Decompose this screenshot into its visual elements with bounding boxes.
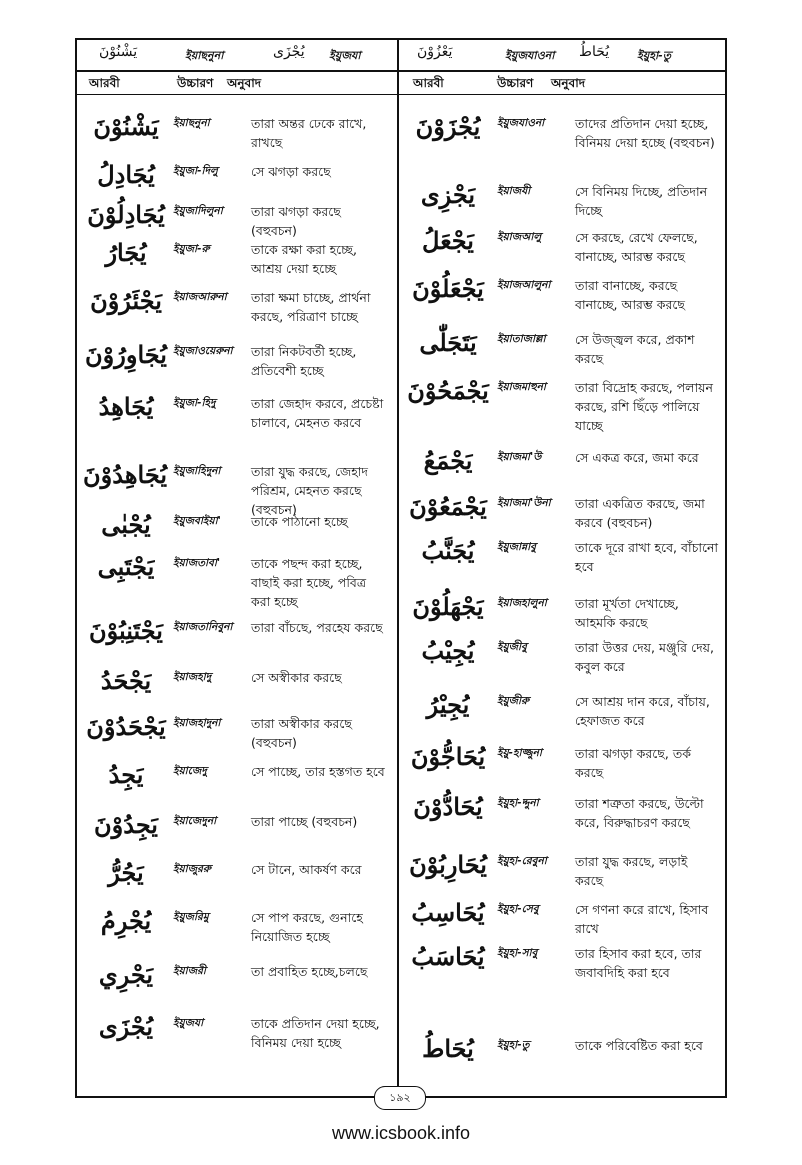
meaning: সে পাচ্ছে, তার হস্তগত হবে (251, 764, 385, 779)
pronunciation: ইয়ুজা-দিলু (173, 165, 218, 177)
meaning: তারা ঝগড়া করছে, তর্ক করছে (575, 746, 691, 780)
meaning: সে উজ্জ্বল করে, প্রকাশ করছে (575, 332, 695, 366)
arabic-word: يُجِيْبُ (421, 636, 475, 665)
arabic-word: يُجِيْرُ (426, 690, 470, 719)
arabic-word: يُجْزَوْنَ (415, 112, 481, 141)
arabic-word: يَجْحَدُ (100, 666, 152, 695)
arabic-word: يُحَاجُّوْنَ (410, 742, 486, 771)
meaning: তারা ক্ষমা চাচ্ছে, প্রার্থনা করছে, পরিত্রাণ চাচ্ছে (251, 290, 371, 324)
pronunciation: ইয়ু-হাজ্জুনা (497, 747, 542, 759)
col-header-arabic-left: আরবী (89, 76, 120, 90)
header-translit-right-1: ইয়ুজযাওনা (505, 49, 555, 62)
meaning: তারা শত্রুতা করছে, উল্টো করে, বিরুদ্ধাচরণ করছে (575, 796, 704, 830)
meaning: সে গণনা করে রাখে, হিসাব রাখে (575, 902, 709, 936)
arabic-word: يُحَاطُ (422, 1034, 474, 1063)
page-number: ১৯২ (374, 1086, 426, 1110)
meaning: তাকে পাঠানো হচ্ছে (251, 514, 348, 529)
meaning: তারা উত্তর দেয়, মঞ্জুরি দেয়, কবুল করে (575, 640, 714, 674)
meaning: সে অস্বীকার করছে (251, 670, 342, 685)
running-header (77, 40, 725, 72)
arabic-word: يَتَجَلّٰى (419, 328, 477, 357)
arabic-word: يُحَاسِبُ (411, 898, 485, 927)
meaning: তারা বানাচ্ছে, করছে বানাচ্ছে, আরম্ভ করছে (575, 278, 686, 312)
pronunciation: ইয়াছনুনা (173, 117, 210, 129)
pronunciation: ইয়াজেদুনা (173, 815, 217, 827)
arabic-word: يُجَاوِرُوْنَ (85, 340, 167, 369)
pronunciation: ইয়ুজযাওনা (497, 117, 545, 129)
col-header-pronunciation-right: উচ্চারণ (497, 76, 534, 90)
pronunciation: ইয়াতাজাল্লা (497, 333, 546, 345)
arabic-word: يَجْمَحُوْنَ (407, 376, 489, 405)
arabic-word: يَجُرُّ (108, 858, 144, 887)
pronunciation: ইয়াজআলুনা (497, 279, 551, 291)
pronunciation: ইয়াজেদু (173, 765, 207, 777)
pronunciation: ইয়ুজাদিলুনা (173, 205, 223, 217)
pronunciation: ইয়াজতাবা' (173, 557, 221, 569)
pronunciation: ইয়ুজযা (173, 1017, 204, 1029)
dictionary-page (75, 38, 727, 1104)
pronunciation: ইয়ুজীবু (497, 641, 527, 653)
pronunciation: ইয়াজতানিবুনা (173, 621, 233, 633)
arabic-word: يُجَاهِدُ (98, 392, 154, 421)
meaning: তারা বাঁচছে, পরহেয করছে (251, 620, 383, 635)
pronunciation: ইয়ুহা-সেবু (497, 903, 539, 915)
arabic-word: يُجَادِلُ (97, 160, 155, 189)
meaning: তারা পাচ্ছে (বহুবচন) (251, 814, 358, 829)
arabic-word: يَجْمَعُوْنَ (409, 492, 487, 521)
arabic-word: يَجْهَلُوْنَ (412, 592, 484, 621)
header-translit-left-1: ইয়াছনুনা (185, 49, 224, 62)
meaning: তাকে পছন্দ করা হচ্ছে, বাছাই করা হচ্ছে, পবিত্র করা হচ্ছে (251, 556, 367, 609)
meaning: তা প্রবাহিত হচ্ছে,চলছে (251, 964, 368, 979)
arabic-word: يَجِدُوْنَ (94, 810, 158, 839)
arabic-word: يُحَاسَبُ (411, 942, 485, 971)
arabic-word: يَجْعَلُوْنَ (412, 274, 484, 303)
pronunciation: ইয়াজহাদুনা (173, 717, 221, 729)
meaning: তারা ঝগড়া করছে (বহুবচন) (251, 204, 341, 238)
meaning: তাকে দূরে রাখা হবে, বাঁচানো হবে (575, 540, 719, 574)
arabic-word: يُجْبٰى (101, 510, 151, 539)
meaning: সে বিনিময় দিচ্ছে, প্রতিদান দিচ্ছে (575, 184, 708, 218)
meaning: সে টানে, আকর্ষণ করে (251, 862, 362, 877)
header-arabic-right-2: يُحَاطُ (579, 44, 610, 60)
arabic-word: يُجَادِلُوْنَ (87, 200, 165, 229)
column-divider (397, 40, 399, 1098)
meaning: তাকে পরিবেষ্টিত করা হবে (575, 1038, 703, 1053)
meaning: তারা মূর্খতা দেখাচ্ছে, আহমকি করছে (575, 596, 679, 630)
meaning: তাকে প্রতিদান দেয়া হচ্ছে, বিনিময় দেয়া হচ্ছে (251, 1016, 380, 1050)
arabic-word: يَجْعَلُ (422, 226, 474, 255)
pronunciation: ইয়াজরী (173, 965, 206, 977)
meaning: তারা বিদ্রোহ করছে, পলায়ন করছে, রশি ছিঁড়ে পালিয়ে যাচ্ছে (575, 380, 713, 433)
meaning: তারা জেহাদ করবে, প্রচেষ্টা চালাবে, মেহনত করবে (251, 396, 384, 430)
meaning: সে পাপ করছে, গুনাহে নিয়োজিত হচ্ছে (251, 910, 363, 944)
meaning: তারা নিকটবর্তী হচ্ছে, প্রতিবেশী হচ্ছে (251, 344, 357, 378)
pronunciation: ইয়াজআলু (497, 231, 542, 243)
arabic-word: يَجْزِى (420, 180, 476, 209)
meaning: তারা অন্তর ঢেকে রাখে, রাখছে (251, 116, 367, 150)
arabic-word: يُجْزَى (98, 1012, 154, 1041)
pronunciation: ইয়াজমাহুনা (497, 381, 546, 393)
pronunciation: ইয়াজআরুনা (173, 291, 227, 303)
arabic-word: يَجْمَعُ (423, 446, 473, 475)
meaning: তারা একত্রিত করছে, জমা করবে (বহুবচন) (575, 496, 705, 530)
pronunciation: ইয়াজহালুনা (497, 597, 547, 609)
arabic-word: يُجَارُ (105, 238, 147, 267)
column-header-row (77, 72, 725, 95)
arabic-word: يُجْرِمُ (100, 906, 152, 935)
arabic-word: يَجْتَنِبُوْنَ (89, 616, 163, 645)
arabic-word: يُجَاهِدُوْنَ (83, 460, 167, 489)
meaning: সে ঝগড়া করছে (251, 164, 331, 179)
arabic-word: يَجْحَدُوْنَ (86, 712, 166, 741)
meaning: সে করছে, রেখে ফেলছে, বানাচ্ছে, আরম্ভ করছে (575, 230, 698, 264)
col-header-meaning-right: অনুবাদ (551, 76, 586, 90)
col-header-meaning-left: অনুবাদ (227, 76, 262, 90)
pronunciation: ইয়ুজা-রু (173, 243, 210, 255)
header-translit-right-2: ইয়ুহা-তু (637, 49, 671, 62)
pronunciation: ইয়ুজাওয়েরুনা (173, 345, 233, 357)
arabic-word: يُحَادُّوْنَ (413, 792, 483, 821)
arabic-word: يَجْتَبِى (97, 552, 155, 581)
arabic-word: يُجَنَّبُ (421, 536, 475, 565)
meaning: তার হিসাব করা হবে, তার জবাবদিহি করা হবে (575, 946, 702, 980)
pronunciation: ইয়াজমা'উ (497, 451, 542, 463)
pronunciation: ইয়ুজরিমু (173, 911, 209, 923)
meaning: সে একত্র করে, জমা করে (575, 450, 699, 465)
pronunciation: ইয়ুজবাইয়া' (173, 515, 221, 527)
pronunciation: ইয়াজহাদু (173, 671, 212, 683)
pronunciation: ইয়ুহা-সাবু (497, 947, 538, 959)
header-arabic-left-2: يُجْزَى (273, 44, 305, 60)
arabic-word: يَجْئَرُوْنَ (90, 286, 162, 315)
pronunciation: ইয়াজমা'উনা (497, 497, 551, 509)
header-arabic-left-1: يَشْنُوْنَ (99, 44, 138, 60)
pronunciation: ইয়ুজাহিদুনা (173, 465, 221, 477)
header-arabic-right-1: يَعْزُوْنَ (417, 44, 453, 60)
pronunciation: ইয়ুজান্নাবু (497, 541, 536, 553)
pronunciation: ইয়ুহা-তু (497, 1039, 530, 1051)
pronunciation: ইয়ুজীরু (497, 695, 530, 707)
pronunciation: ইয়ুহা-দ্দুনা (497, 797, 539, 809)
header-translit-left-2: ইয়ুজযা (329, 49, 361, 62)
col-header-arabic-right: আরবী (413, 76, 444, 90)
col-header-pronunciation-left: উচ্চারণ (177, 76, 214, 90)
meaning: তারা যুদ্ধ করছে, লড়াই করছে (575, 854, 688, 888)
arabic-word: يَشْنُوْنَ (93, 112, 159, 141)
meaning: তারা অস্বীকার করছে (বহুবচন) (251, 716, 352, 750)
footer-url: www.icsbook.info (331, 1123, 471, 1143)
pronunciation: ইয়াজযী (497, 185, 531, 197)
pronunciation: ইয়ুজা-হিদু (173, 397, 216, 409)
arabic-word: يَجِدُ (108, 760, 144, 789)
arabic-word: يُحَارِبُوْنَ (409, 850, 487, 879)
meaning: তাকে রক্ষা করা হচ্ছে, আশ্রয় দেয়া হচ্ছে (251, 242, 357, 276)
meaning: তারা যুদ্ধ করছে, জেহাদ পরিশ্রম, মেহনত করছে (বহুবচন) (251, 464, 368, 517)
pronunciation: ইয়ুহা-রেবুনা (497, 855, 547, 867)
meaning: তাদের প্রতিদান দেয়া হচ্ছে, বিনিময় দেয়া হচ্ছে (বহুবচন) (575, 116, 715, 150)
meaning: সে আশ্রয় দান করে, বাঁচায়, হেফাজত করে (575, 694, 710, 728)
pronunciation: ইয়াজুররু (173, 863, 211, 875)
arabic-word: يَجْرِي (98, 960, 154, 989)
